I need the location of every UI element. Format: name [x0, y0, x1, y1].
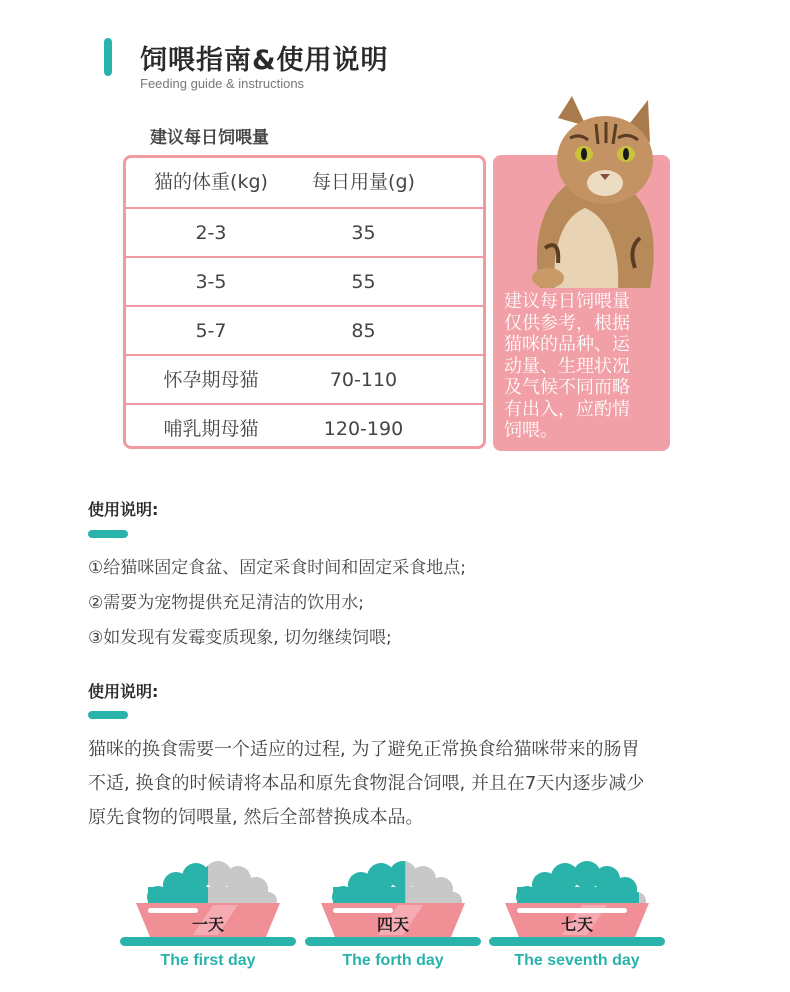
table-row [126, 207, 483, 256]
usage-item: ③如发现有发霉变质现象, 切勿继续饲喂; [88, 628, 392, 648]
transition-line: 不适, 换食的时候请将本品和原先食物混合饲喂, 并且在7天内逐步减少 [88, 773, 645, 794]
transition-line: 猫咪的换食需要一个适应的过程, 为了避免正常换食给猫咪带来的肠胃 [88, 739, 640, 760]
column-header-amount: 每日用量(g) [312, 171, 415, 193]
transition-heading: 使用说明: [88, 682, 159, 701]
note-text [504, 291, 664, 442]
day-caption-4: The forth day [342, 952, 444, 969]
usage-item: ①给猫咪固定食盆、固定采食时间和固定采食地点; [88, 558, 466, 578]
note-line: 建议每日饲喂量 [504, 291, 630, 312]
amount-cell: 70-110 [329, 369, 398, 391]
table-row [126, 256, 483, 305]
transition-accent-bar [88, 711, 128, 719]
note-line: 及气候不同而略 [504, 377, 630, 398]
weight-cell: 5-7 [195, 320, 227, 342]
amount-cell: 35 [351, 222, 376, 244]
food-bowl-day-1 [118, 855, 298, 955]
feeding-table [123, 155, 486, 449]
note-line: 猫咪的品种、运 [504, 334, 630, 355]
amount-cell: 55 [351, 271, 376, 293]
weight-cell: 怀孕期母猫 [163, 369, 259, 391]
food-bowl-day-7 [487, 855, 667, 955]
bowl-label-day-1: 一天 [191, 915, 224, 934]
amount-cell: 85 [351, 320, 376, 342]
weight-cell: 2-3 [195, 222, 227, 244]
table-header-row [126, 158, 483, 207]
column-header-weight: 猫的体重(kg) [154, 171, 268, 193]
cat-illustration [500, 88, 670, 288]
bowl-label-day-7: 七天 [560, 915, 593, 934]
usage-accent-bar [88, 530, 128, 538]
weight-cell: 哺乳期母猫 [163, 418, 259, 440]
note-line: 动量、生理状况 [504, 355, 630, 377]
table-row [126, 354, 483, 403]
note-line: 有出入，应酌情 [504, 398, 630, 420]
page-title: 饲喂指南&使用说明 [140, 45, 389, 76]
page-subtitle: Feeding guide & instructions [140, 76, 305, 91]
title-accent-bar [104, 38, 112, 76]
amount-cell: 120-190 [323, 418, 404, 440]
new-food-pile [516, 861, 646, 910]
usage-item: ②需要为宠物提供充足清洁的饮用水; [88, 593, 364, 613]
bowl-label-day-4: 四天 [376, 915, 409, 934]
table-row [126, 403, 483, 449]
food-bowl-day-4 [303, 855, 483, 955]
day-caption-7: The seventh day [514, 952, 640, 969]
table-caption: 建议每日饲喂量 [150, 128, 269, 148]
usage-heading: 使用说明: [88, 500, 159, 519]
note-line: 仅供参考，根据 [504, 312, 630, 334]
note-line: 饲喂。 [504, 420, 558, 441]
weight-cell: 3-5 [195, 271, 227, 293]
transition-line: 原先食物的饲喂量, 然后全部替换成本品。 [88, 807, 424, 828]
table-row [126, 305, 483, 354]
day-caption-1: The first day [160, 952, 256, 969]
